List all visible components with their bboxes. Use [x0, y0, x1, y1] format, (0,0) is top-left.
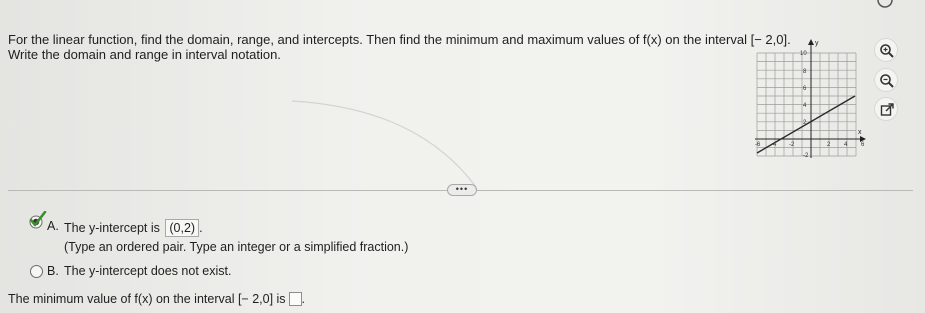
y-axis-label: y [815, 40, 819, 47]
zoom-in-icon [879, 43, 895, 59]
option-a[interactable] [64, 219, 203, 237]
minimum-text: The minimum value of f(x) on the interval [− 2,0] is [8, 292, 286, 306]
option-a-suffix: . [199, 221, 203, 235]
option-a-letter: A. [47, 219, 59, 233]
y-axis-arrow [808, 39, 814, 45]
option-a-note: (Type an ordered pair. Type an integer or a simplified fraction.) [64, 240, 409, 254]
y-tick-label: 10 [800, 51, 807, 57]
option-a-answer: (0,2) [165, 219, 199, 237]
question-line-2: Write the domain and range in interval notation. [8, 47, 281, 62]
x-tick-label: -4 [771, 142, 777, 148]
popout-button[interactable] [874, 97, 898, 121]
y-tick-label: -2 [803, 153, 809, 159]
question-text [8, 32, 791, 62]
x-tick-label: 6 [861, 142, 865, 148]
minimum-answer-input[interactable] [289, 292, 302, 306]
y-tick-label: 4 [803, 103, 807, 109]
option-b-text[interactable]: The y-intercept does not exist. [64, 264, 232, 278]
y-tick-label: 8 [803, 69, 807, 75]
y-tick-label: 6 [803, 86, 807, 92]
x-tick-label: -6 [755, 142, 761, 148]
x-tick-label: -2 [789, 142, 795, 148]
zoom-in-button[interactable] [874, 38, 898, 62]
zoom-out-icon [879, 73, 895, 89]
x-tick-label: 4 [844, 142, 848, 148]
zoom-out-button[interactable] [874, 68, 898, 92]
settings-partial-icon[interactable] [875, 0, 895, 8]
minimum-question [8, 292, 305, 306]
external-link-icon [879, 102, 895, 118]
option-a-text: The y-intercept is [64, 221, 160, 235]
option-b-letter: B. [47, 264, 59, 278]
x-axis-label: x [858, 129, 862, 136]
option-b-radio[interactable] [30, 265, 43, 278]
question-line-1: For the linear function, find the domain, range, and intercepts. Then find the minimum and maximum values of f(x) on the interval [− 2,0]. [8, 32, 791, 47]
function-graph [755, 36, 870, 166]
y-tick-label: 2 [803, 120, 807, 126]
background-arc [290, 95, 490, 190]
more-button[interactable]: ••• [447, 184, 477, 196]
minimum-suffix: . [301, 292, 306, 306]
x-tick-label: 2 [827, 142, 831, 148]
